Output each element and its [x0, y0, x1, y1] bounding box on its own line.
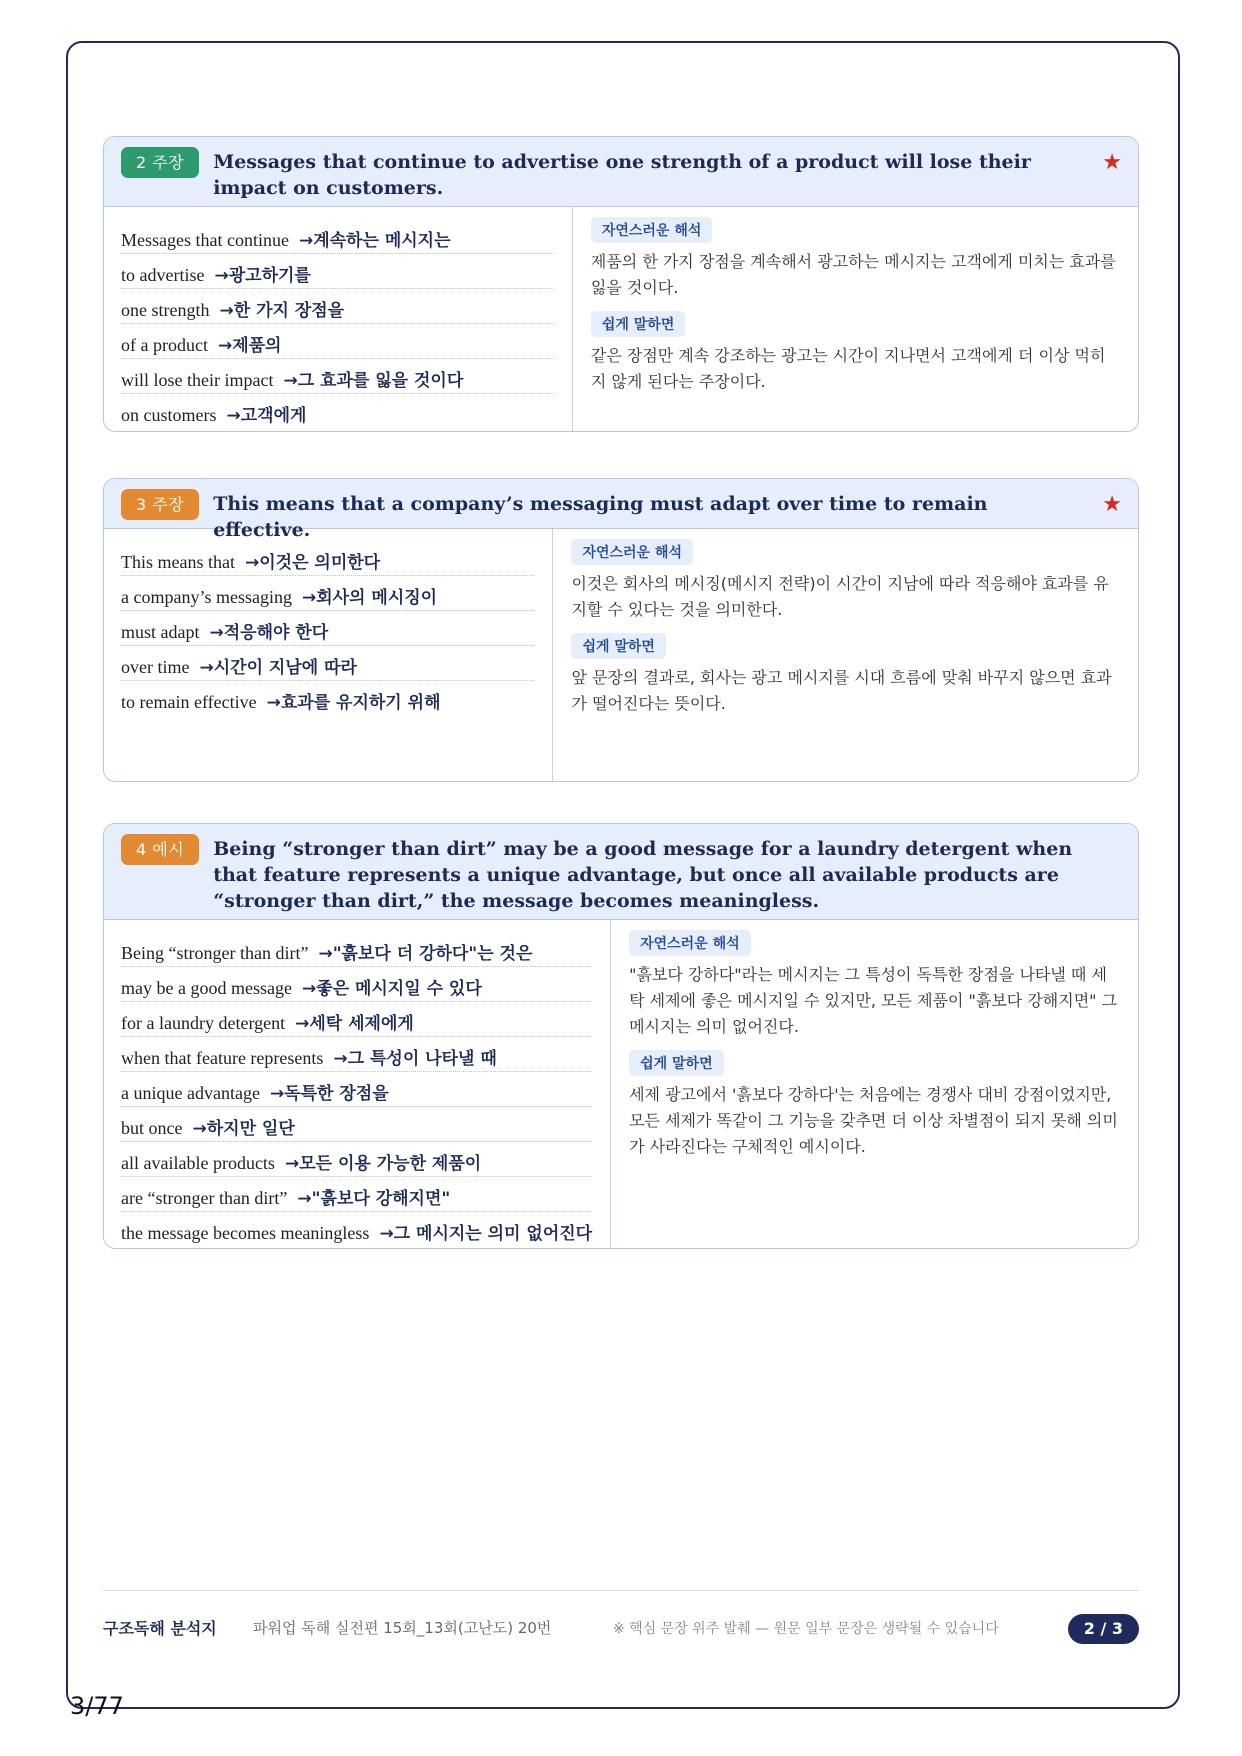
- chunk-list: [104, 529, 553, 781]
- easy-explanation-tag: 쉽게 말하면: [629, 1050, 724, 1076]
- chunk-english: will lose their impact: [121, 370, 274, 390]
- chunk-korean: →"흙보다 더 강하다"는 것은: [318, 944, 533, 964]
- easy-explanation-text: 앞 문장의 결과로, 회사는 광고 메시지를 시대 흐름에 맞춰 바꾸지 않으면 효과가 떨어진다는 뜻이다.: [571, 668, 1112, 713]
- sentence-headline: This means that a company’s messaging must adapt over time to remain effective.: [213, 493, 988, 541]
- sheet-counter: 3/77: [70, 1692, 124, 1720]
- chunk-english: This means that: [121, 552, 235, 572]
- chunk-row: [121, 967, 592, 1002]
- chunk-korean: →광고하기를: [214, 266, 311, 286]
- sentence-headline: Messages that continue to advertise one strength of a product will lose their impact on customers.: [213, 151, 1031, 199]
- chunk-korean: →이것은 의미한다: [244, 553, 381, 573]
- card-body: [104, 207, 1138, 431]
- natural-translation-tag: 자연스러운 해석: [591, 217, 713, 243]
- chunk-korean: →그 효과를 잃을 것이다: [283, 371, 464, 391]
- chunk-korean: →독특한 장점을: [269, 1084, 389, 1104]
- footer-title: 구조독해 분석지: [103, 1619, 217, 1638]
- chunk-korean: →적응해야 한다: [209, 623, 329, 643]
- chunk-english: when that feature represents: [121, 1048, 324, 1068]
- chunk-english: may be a good message: [121, 978, 292, 998]
- card-header: [104, 137, 1138, 207]
- translation-panel: [573, 207, 1138, 431]
- chunk-english: on customers: [121, 405, 217, 425]
- sentence-card-2: [103, 136, 1139, 432]
- chunk-english: the message becomes meaningless: [121, 1223, 370, 1243]
- chunk-row: [121, 646, 534, 681]
- chunk-korean: →계속하는 메시지는: [298, 231, 451, 251]
- sentence-card-4: [103, 823, 1139, 1249]
- chunk-row: [121, 932, 592, 967]
- chunk-korean: →회사의 메시징이: [301, 588, 438, 608]
- chunk-korean: →"흙보다 강해지면": [297, 1189, 451, 1209]
- claim-badge: 2 주장: [121, 147, 199, 178]
- chunk-row: [121, 289, 554, 324]
- chunk-english: to advertise: [121, 265, 205, 285]
- chunk-english: to remain effective: [121, 692, 257, 712]
- page-number-badge: 2 / 3: [1068, 1614, 1139, 1644]
- chunk-korean: →그 특성이 나타낼 때: [333, 1049, 497, 1069]
- easy-explanation-text: 세제 광고에서 '흙보다 강하다'는 처음에는 경쟁사 대비 강점이었지만, 모든 세제가 똑같이 그 기능을 갖추면 더 이상 차별점이 되지 못해 의미가 사라진다는 구체적인 예시이다.: [629, 1085, 1118, 1156]
- chunk-row: [121, 254, 554, 289]
- claim-badge: 3 주장: [121, 489, 199, 520]
- sentence-card-3: [103, 478, 1139, 782]
- chunk-korean: →고객에게: [226, 406, 307, 426]
- chunk-english: a company’s messaging: [121, 587, 292, 607]
- easy-explanation-text: 같은 장점만 계속 강조하는 광고는 시간이 지나면서 고객에게 더 이상 먹히지 않게 된다는 주장이다.: [590, 346, 1106, 391]
- natural-translation-text: 제품의 한 가지 장점을 계속해서 광고하는 메시지는 고객에게 미치는 효과를 잃을 것이다.: [590, 252, 1116, 297]
- chunk-korean: →제품의: [217, 336, 282, 356]
- chunk-english: but once: [121, 1118, 183, 1138]
- chunk-row: [121, 1002, 592, 1037]
- example-badge: 4 예시: [121, 834, 199, 865]
- chunk-english: for a laundry detergent: [121, 1013, 286, 1033]
- chunk-row: [121, 1037, 592, 1072]
- chunk-english: one strength: [121, 300, 210, 320]
- natural-translation-text: "흙보다 강하다"라는 메시지는 그 특성이 독특한 장점을 나타낼 때 세탁 세제에 좋은 메시지일 수 있지만, 모든 제품이 "흙보다 강해지면" 그 메시지는 의미 없어진다.: [629, 965, 1118, 1036]
- chunk-row: [121, 1072, 592, 1107]
- card-header: [104, 479, 1138, 541]
- natural-translation-tag: 자연스러운 해석: [571, 539, 693, 565]
- chunk-row: [121, 219, 554, 254]
- natural-translation-text: 이것은 회사의 메시징(메시지 전략)이 시간이 지남에 따라 적응해야 효과를 유지할 수 있다는 것을 의미한다.: [571, 574, 1109, 619]
- chunk-korean: →한 가지 장점을: [219, 301, 345, 321]
- chunk-korean: →하지만 일단: [192, 1119, 295, 1139]
- chunk-row: [121, 576, 534, 611]
- chunk-korean: →효과를 유지하기 위해: [266, 693, 441, 713]
- chunk-row: [121, 324, 554, 359]
- page-footer: [103, 1590, 1139, 1666]
- sentence-headline: Being “stronger than dirt” may be a good message for a laundry detergent when that feature represents a unique advantage, but once all available products are “stronger than dirt,” the message becomes meaningless.: [213, 838, 1073, 912]
- card-body: [104, 920, 1138, 1248]
- chunk-row: [121, 1177, 592, 1212]
- chunk-english: over time: [121, 657, 190, 677]
- chunk-row: [121, 1142, 592, 1177]
- chunk-row: [121, 611, 534, 646]
- chunk-row: [121, 1212, 592, 1247]
- chunk-english: of a product: [121, 335, 208, 355]
- chunk-english: must adapt: [121, 622, 200, 642]
- chunk-list: [104, 920, 611, 1248]
- chunk-korean: →그 메시지는 의미 없어진다: [379, 1224, 593, 1244]
- chunk-korean: →세탁 세제에게: [295, 1014, 414, 1034]
- chunk-korean: →모든 이용 가능한 제품이: [284, 1154, 482, 1174]
- star-icon: ★: [1102, 150, 1122, 175]
- chunk-row: [121, 1107, 592, 1142]
- chunk-korean: →좋은 메시지일 수 있다: [301, 979, 482, 999]
- chunk-english: all available products: [121, 1153, 275, 1173]
- star-icon: ★: [1102, 492, 1122, 517]
- footer-note: ※ 핵심 문장 위주 발췌 — 원문 일부 문장은 생략될 수 있습니다: [613, 1620, 999, 1637]
- chunk-list: [104, 207, 573, 431]
- chunk-english: Messages that continue: [121, 230, 289, 250]
- translation-panel: [611, 920, 1138, 1248]
- card-header: [104, 824, 1138, 920]
- card-body: [104, 529, 1138, 781]
- chunk-row: [121, 359, 554, 394]
- easy-explanation-tag: 쉽게 말하면: [591, 311, 686, 337]
- chunk-english: a unique advantage: [121, 1083, 260, 1103]
- chunk-row: [121, 394, 554, 429]
- chunk-korean: →시간이 지남에 따라: [199, 658, 357, 678]
- natural-translation-tag: 자연스러운 해석: [629, 930, 751, 956]
- chunk-row: [121, 541, 534, 576]
- translation-panel: [553, 529, 1138, 781]
- easy-explanation-tag: 쉽게 말하면: [571, 633, 666, 659]
- footer-book-info: 파워업 독해 실전편 15회_13회(고난도) 20번: [253, 1619, 552, 1637]
- chunk-row: [121, 681, 534, 716]
- chunk-english: Being “stronger than dirt”: [121, 943, 309, 963]
- chunk-english: are “stronger than dirt”: [121, 1188, 288, 1208]
